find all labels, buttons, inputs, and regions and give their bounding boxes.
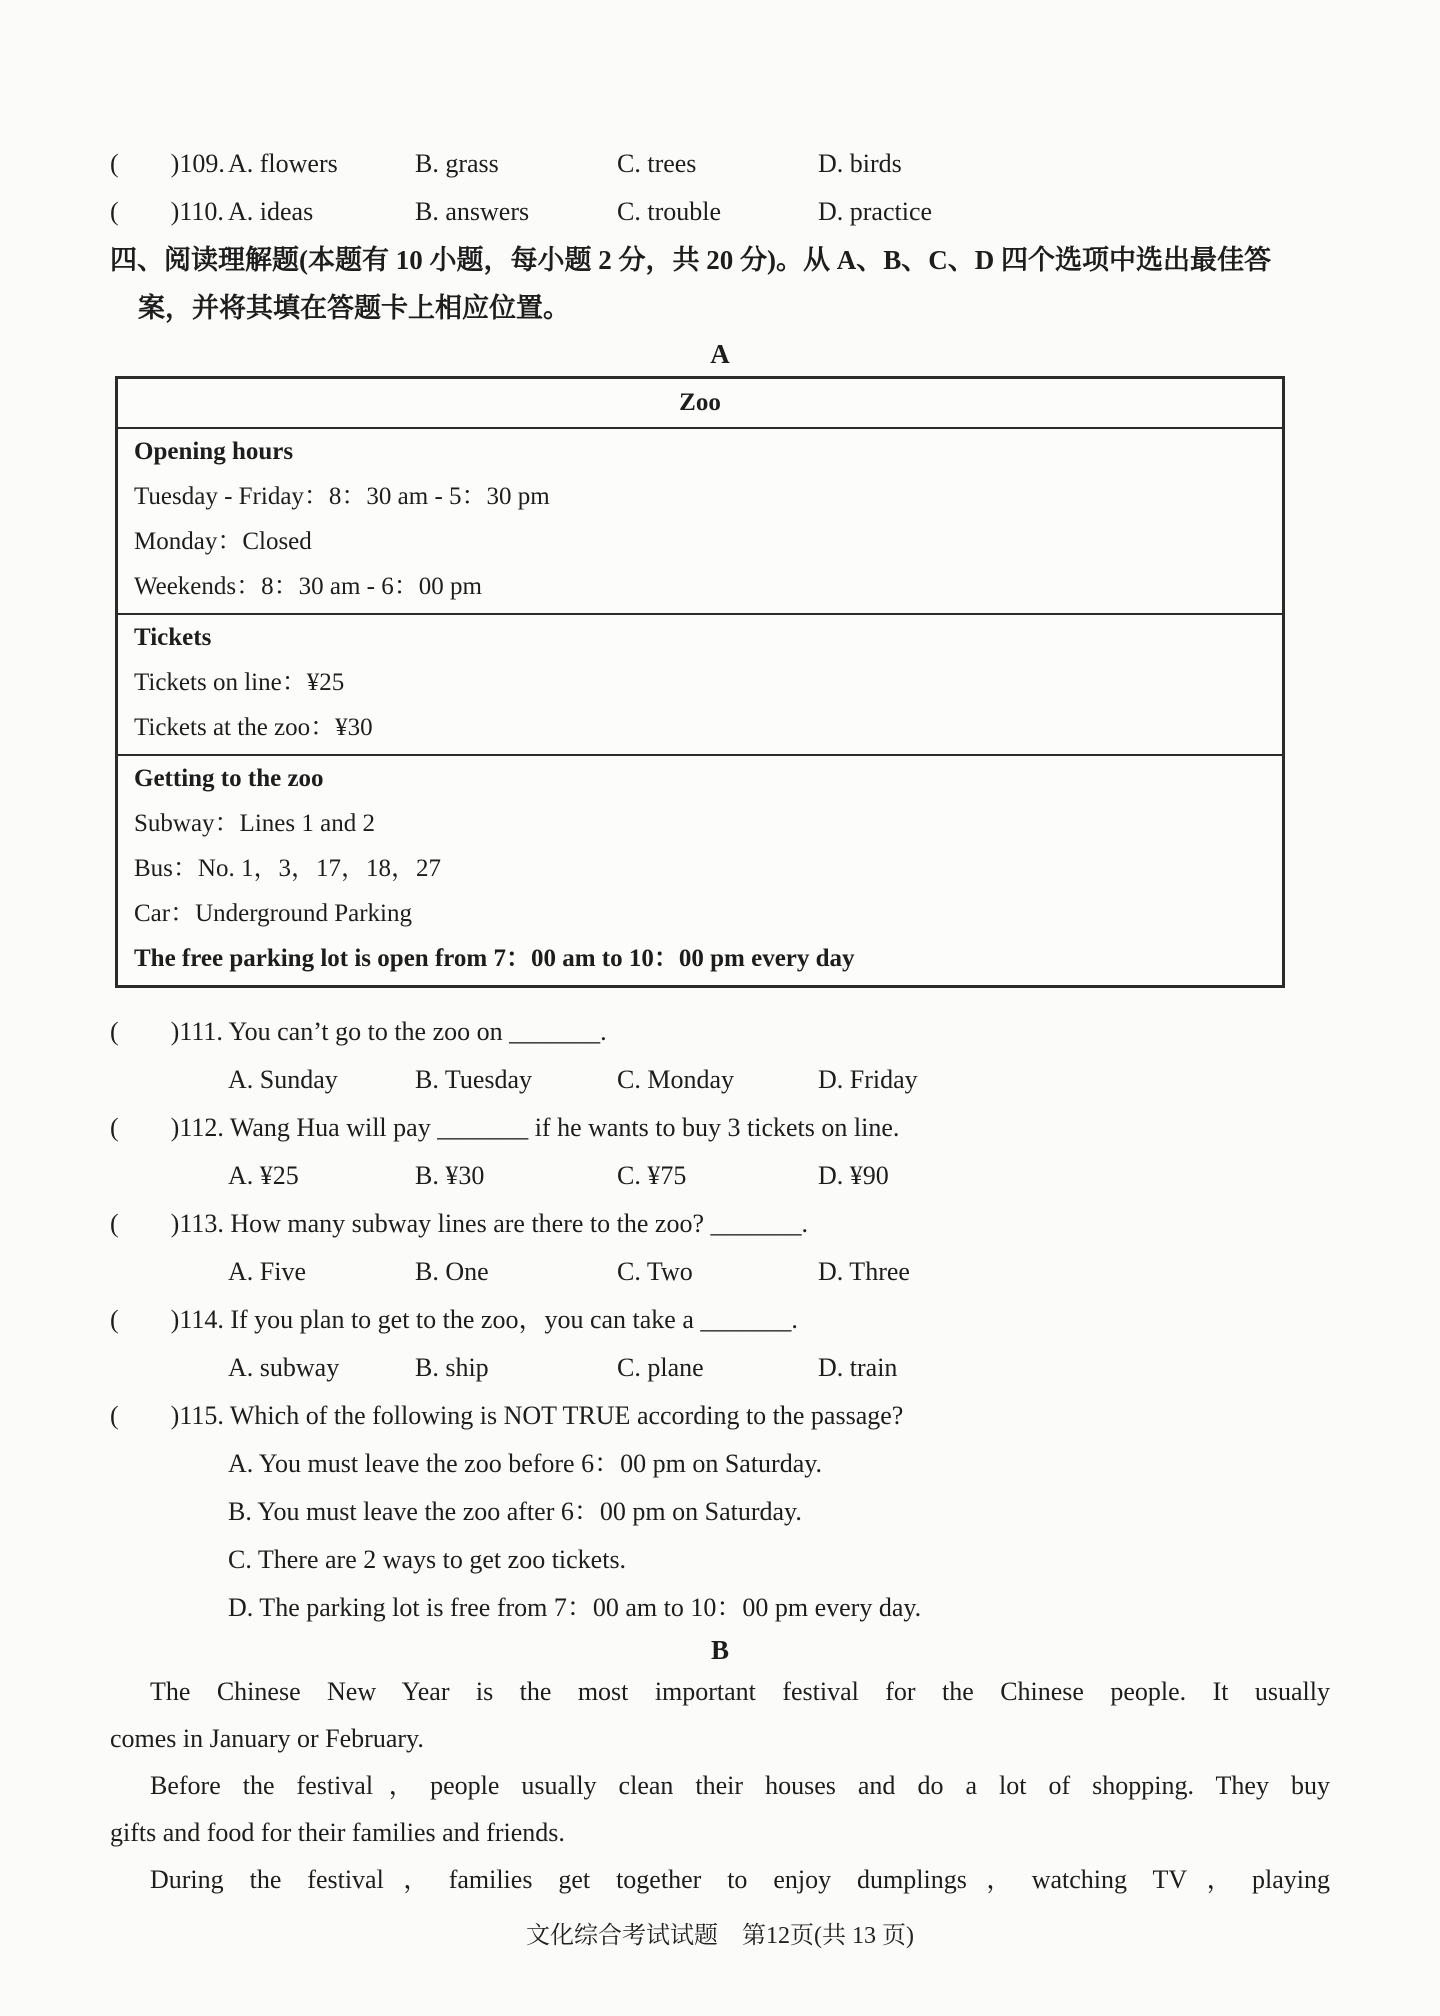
opening-hours-line: Weekends：8：30 am - 6：00 pm	[134, 573, 482, 600]
parking-note: The free parking lot is open from 7：00 am to 10：00 pm every day	[134, 945, 855, 972]
section-4-heading	[110, 236, 1330, 332]
question-113-text: How many subway lines are there to the zoo? _______.	[230, 1209, 808, 1238]
question-109-option-b: B. grass	[415, 149, 499, 178]
question-113-options	[110, 1248, 1330, 1296]
question-112-option-b: B. ¥30	[415, 1161, 485, 1190]
question-111-options	[110, 1056, 1330, 1104]
question-109-marker: ( )109.	[110, 149, 225, 178]
question-112-options	[110, 1152, 1330, 1200]
question-115-option-c: C. There are 2 ways to get zoo tickets.	[228, 1545, 627, 1574]
question-112-marker: ( )112.	[110, 1113, 224, 1142]
question-114-marker: ( )114.	[110, 1305, 224, 1334]
question-113	[110, 1200, 1330, 1248]
question-115	[110, 1392, 1330, 1440]
question-114-option-c: C. plane	[617, 1353, 704, 1382]
getting-to-zoo-heading: Getting to the zoo	[134, 765, 324, 792]
question-111-option-d: D. Friday	[818, 1065, 918, 1094]
question-114-option-d: D. train	[818, 1353, 898, 1382]
question-112	[110, 1104, 1330, 1152]
question-row-109	[110, 140, 1330, 188]
passage-b-line: gifts and food for their families and friends.	[110, 1818, 565, 1847]
table-section-opening-hours	[118, 429, 1282, 615]
tickets-line: Tickets on line：¥25	[134, 669, 345, 696]
question-115-text: Which of the following is NOT TRUE according to the passage?	[229, 1401, 904, 1430]
zoo-info-table	[115, 376, 1285, 988]
question-111-option-c: C. Monday	[617, 1065, 734, 1094]
question-113-option-c: C. Two	[617, 1257, 693, 1286]
passage-b-line: During the festival，families get together to enjoy dumplings，watching TV，playing	[150, 1865, 1330, 1894]
table-section-tickets	[118, 615, 1282, 756]
passage-b-line: The Chinese New Year is the most important festival for the Chinese people. It usually	[150, 1677, 1330, 1706]
page-content	[110, 0, 1330, 1953]
question-111-option-b: B. Tuesday	[415, 1065, 533, 1094]
section-4-heading-line-1: 四、阅读理解题(本题有 10 小题，每小题 2 分，共 20 分)。从 A、B、C、D 四个选项中选出最佳答	[110, 245, 1271, 275]
question-114-option-a: A. subway	[228, 1353, 340, 1382]
page-footer: 文化综合考试试题 第12页(共 13 页)	[526, 1923, 914, 1949]
opening-hours-heading: Opening hours	[134, 438, 294, 465]
question-112-option-c: C. ¥75	[617, 1161, 687, 1190]
question-109-option-c: C. trees	[617, 149, 697, 178]
question-109-option-a: A. flowers	[228, 149, 338, 178]
question-row-110	[110, 188, 1330, 236]
question-110-marker: ( )110.	[110, 197, 224, 226]
zoo-table-title: Zoo	[118, 379, 1282, 429]
opening-hours-line: Monday：Closed	[134, 528, 312, 555]
table-section-getting-to-zoo	[118, 756, 1282, 985]
passage-b-label: B	[710, 1635, 729, 1665]
question-112-option-a: A. ¥25	[228, 1161, 299, 1190]
question-115-option-d: D. The parking lot is free from 7：00 am to 10：00 pm every day.	[228, 1593, 922, 1622]
getting-to-zoo-line: Bus：No. 1，3，17，18，27	[134, 855, 441, 882]
question-114-options	[110, 1344, 1330, 1392]
question-111	[110, 1008, 1330, 1056]
question-113-marker: ( )113.	[110, 1209, 224, 1238]
question-112-text: Wang Hua will pay _______ if he wants to buy 3 tickets on line.	[229, 1113, 900, 1142]
question-110-option-d: D. practice	[818, 197, 933, 226]
question-115-option-a: A. You must leave the zoo before 6：00 pm on Saturday.	[228, 1449, 823, 1478]
section-4-heading-line-2: 案，并将其填在答题卡上相应位置。	[138, 293, 570, 323]
question-114	[110, 1296, 1330, 1344]
getting-to-zoo-line: Car：Underground Parking	[134, 900, 412, 927]
tickets-heading: Tickets	[134, 624, 212, 651]
getting-to-zoo-line: Subway：Lines 1 and 2	[134, 810, 375, 837]
question-113-option-b: B. One	[415, 1257, 489, 1286]
question-113-option-d: D. Three	[818, 1257, 910, 1286]
tickets-line: Tickets at the zoo：¥30	[134, 714, 373, 741]
passage-b-line: comes in January or February.	[110, 1724, 424, 1753]
passage-a-label: A	[710, 339, 730, 369]
question-111-text: You can’t go to the zoo on _______.	[228, 1017, 607, 1046]
question-111-option-a: A. Sunday	[228, 1065, 338, 1094]
question-115-option-b: B. You must leave the zoo after 6：00 pm on Saturday.	[228, 1497, 802, 1526]
passage-b-line: Before the festival，people usually clean their houses and do a lot of shopping. They buy	[150, 1771, 1330, 1800]
question-113-option-a: A. Five	[228, 1257, 306, 1286]
question-110-option-c: C. trouble	[617, 197, 721, 226]
question-115-marker: ( )115.	[110, 1401, 224, 1430]
question-109-option-d: D. birds	[818, 149, 902, 178]
question-114-text: If you plan to get to the zoo，you can take a _______.	[230, 1305, 798, 1334]
top-margin	[110, 0, 1330, 140]
question-114-option-b: B. ship	[415, 1353, 489, 1382]
question-111-marker: ( )111.	[110, 1017, 223, 1046]
opening-hours-line: Tuesday - Friday：8：30 am - 5：30 pm	[134, 483, 550, 510]
question-110-option-b: B. answers	[415, 197, 530, 226]
question-110-option-a: A. ideas	[228, 197, 314, 226]
question-112-option-d: D. ¥90	[818, 1161, 889, 1190]
